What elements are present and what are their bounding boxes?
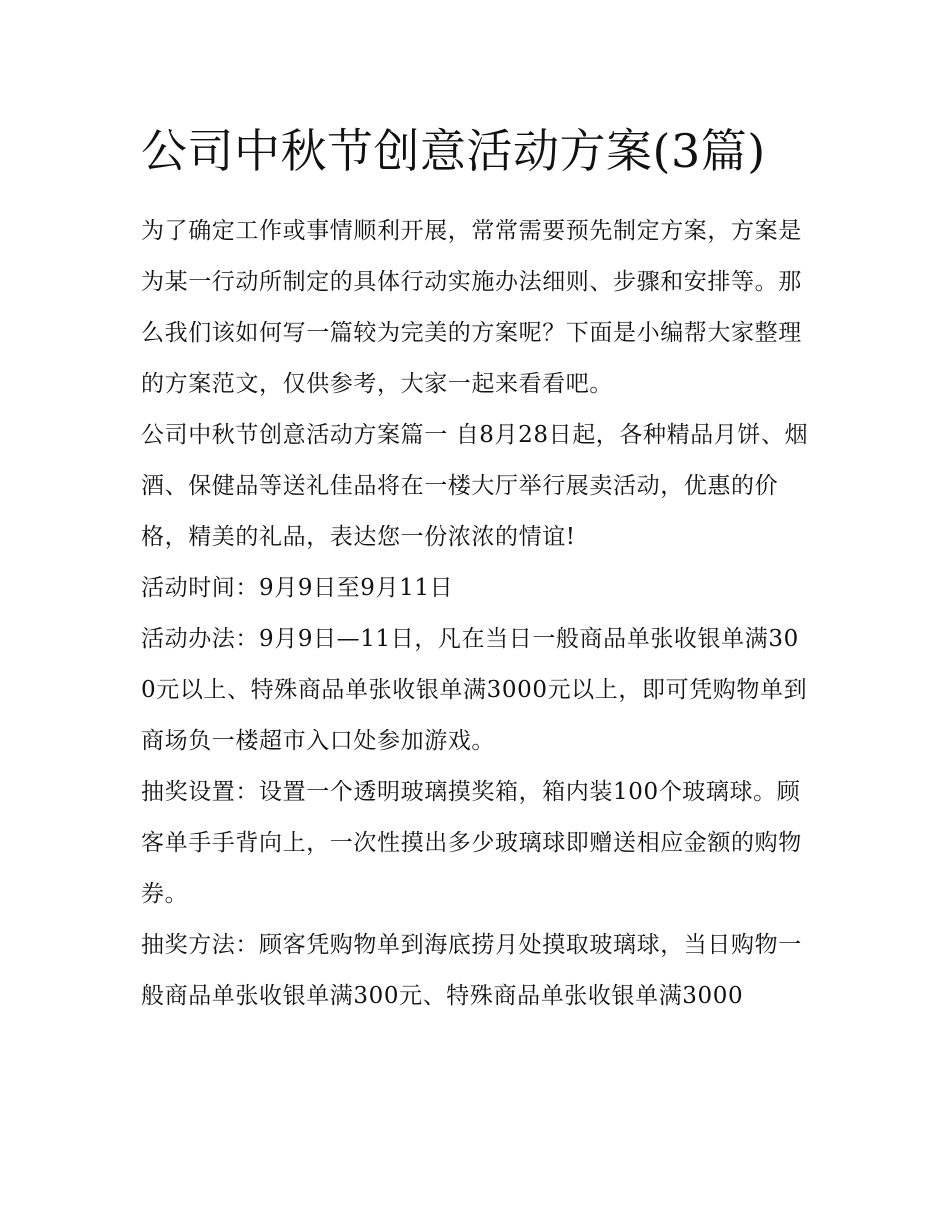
- paragraph-lottery-setup: 抽奖设置：设置一个透明玻璃摸奖箱，箱内装100个玻璃球。顾客单手手背向上，一次性摸出多少玻璃球即赠送相应金额的购物券。: [141, 779, 802, 907]
- paragraph-activity-method: 活动办法：9月9日—11日，凡在当日一般商品单张收银单满300元以上、特殊商品单张收银单满3000元以上，即可凭购物单到商场负一楼超市入口处参加游戏。: [141, 626, 808, 754]
- paragraph-lottery-method: 抽奖方法：顾客凭购物单到海底捞月处摸取玻璃球，当日购物一般商品单张收银单满300元、特殊商品单张收银单满3000: [141, 932, 802, 1009]
- document-title: 公司中秋节创意活动方案(3篇): [141, 124, 766, 178]
- paragraph-plan-one: 公司中秋节创意活动方案篇一 自8月28日起，各种精品月饼、烟酒、保健品等送礼佳品将在一楼大厅举行展卖活动，优惠的价格，精美的礼品，表达您一份浓浓的情谊!: [141, 422, 809, 550]
- paragraph-activity-time: 活动时间：9月9日至9月11日: [141, 575, 454, 601]
- document-body: [141, 112, 813, 1022]
- paragraph-intro: 为了确定工作或事情顺利开展，常常需要预先制定方案，方案是为某一行动所制定的具体行动实施办法细则、步骤和安排等。那么我们该如何写一篇较为完美的方案呢？下面是小编帮大家整理的方案范文，仅供参考，大家一起来看看吧。: [141, 218, 802, 397]
